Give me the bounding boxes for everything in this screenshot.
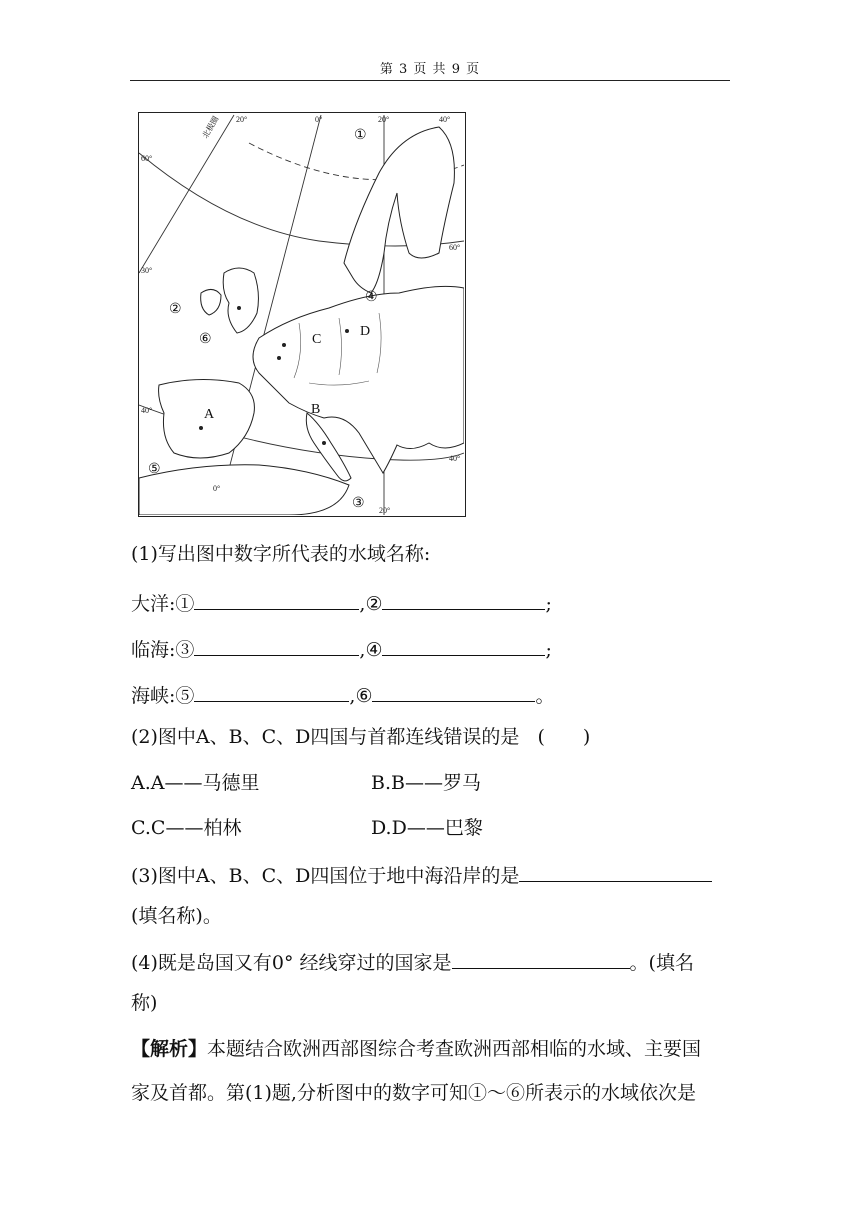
label-lat-40-left: 40° [141, 406, 153, 415]
q3-suffix: (填名称)。 [131, 905, 222, 927]
label-lat-60-left: 60° [141, 154, 153, 163]
q1-num4: ,④ [359, 639, 383, 661]
scandinavia [344, 127, 454, 293]
country-a-label: A [204, 407, 215, 422]
answer-blank-3[interactable] [194, 635, 359, 656]
q1-ocean-label: 大洋:① [131, 593, 195, 615]
q1-semicolon-2: ; [545, 639, 552, 661]
q2-option-d: D.D——巴黎 [371, 817, 483, 839]
answer-blank-2[interactable] [382, 589, 545, 610]
country-c-label: C [312, 332, 322, 347]
label-lon-20e-top: 20° [378, 115, 390, 124]
q1-strait-label: 海峡:⑤ [131, 685, 195, 707]
label-lon-20e-bottom: 20° [379, 506, 391, 515]
europe-map [138, 112, 466, 517]
q1-num6: ,⑥ [349, 685, 373, 707]
marker-4: ④ [365, 290, 378, 305]
marker-2: ② [169, 302, 182, 317]
label-lon-40e: 40° [439, 115, 451, 124]
country-b-label: B [311, 402, 321, 417]
q4-suffix-2: 称) [131, 992, 158, 1014]
q2-option-b: B.B——罗马 [371, 772, 481, 794]
ireland [201, 289, 221, 315]
q2-option-a: A.A——马德里 [131, 772, 260, 794]
q4-suffix-1: 。(填名 [629, 952, 694, 974]
label-lat-30: 30° [141, 266, 153, 275]
page-header: 第 3 页 共 9 页 [379, 62, 481, 77]
marker-5: ⑤ [148, 462, 161, 477]
q1-semicolon-1: ; [545, 593, 552, 615]
label-arctic-circle: 北极圈 [200, 114, 221, 140]
mainland-europe [253, 286, 464, 473]
q1-strait-row [131, 681, 555, 708]
marker-6: ⑥ [199, 332, 212, 347]
answer-blank-5[interactable] [194, 681, 349, 702]
label-lon-0-bottom: 0° [213, 484, 221, 493]
q2-row [131, 725, 590, 749]
answer-blank-1[interactable] [194, 589, 359, 610]
q2-paren-open: ( [537, 726, 545, 748]
answer-blank-7[interactable] [519, 861, 712, 882]
label-lon-20w: 20° [236, 115, 248, 124]
label-lon-0-top: 0° [315, 115, 323, 124]
analysis-tag: 【解析】 [131, 1038, 208, 1060]
italy [306, 413, 351, 481]
answer-blank-6[interactable] [372, 681, 535, 702]
marker-1: ① [354, 128, 367, 143]
q1-period: 。 [535, 685, 555, 707]
analysis-text-1: 本题结合欧洲西部图综合考查欧洲西部相临的水域、主要国 [207, 1038, 702, 1060]
label-lat-60-right: 60° [449, 243, 461, 252]
q1-num2: ,② [359, 593, 383, 615]
q1-sea-label: 临海:③ [131, 639, 195, 661]
analysis-line-2: 家及首都。第(1)题,分析图中的数字可知①～⑥所表示的水域依次是 [131, 1082, 696, 1104]
answer-blank-8[interactable] [452, 948, 630, 969]
analysis-line-1 [131, 1037, 701, 1061]
british-isles [223, 268, 258, 333]
q3-row [131, 861, 712, 888]
country-d-label: D [360, 324, 371, 339]
answer-blank-4[interactable] [382, 635, 545, 656]
north-africa [139, 465, 349, 515]
marker-3: ③ [352, 496, 365, 511]
meridian-20w [139, 115, 234, 273]
q4-row [131, 948, 694, 975]
q2-option-c: C.C——柏林 [131, 817, 242, 839]
q1-prompt: (1)写出图中数字所代表的水域名称: [131, 543, 431, 565]
q1-sea-row [131, 635, 552, 662]
q3-prompt: (3)图中A、B、C、D四国位于地中海沿岸的是 [131, 865, 520, 887]
label-lat-40-right: 40° [449, 454, 461, 463]
q2-prompt: (2)图中A、B、C、D四国与首都连线错误的是 [131, 726, 520, 748]
q4-prompt: (4)既是岛国又有0° 经线穿过的国家是 [131, 952, 452, 974]
q2-paren-close: ) [582, 726, 591, 748]
header-divider [130, 80, 730, 81]
q1-ocean-row [131, 589, 552, 616]
